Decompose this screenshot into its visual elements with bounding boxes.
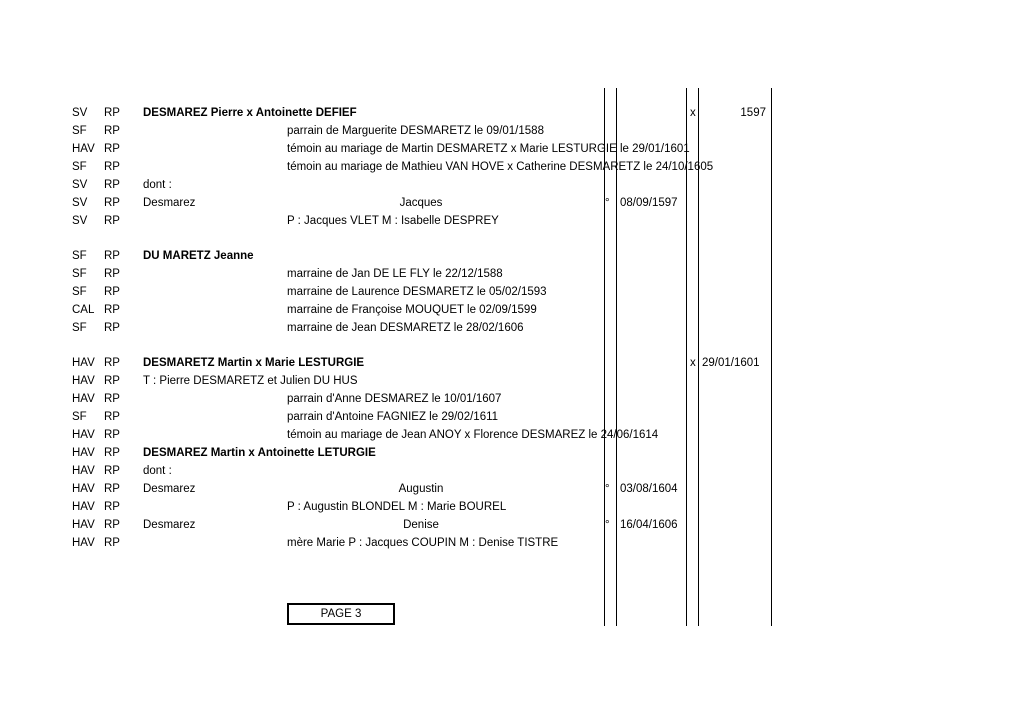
register-row <box>0 283 1024 301</box>
register-row <box>0 534 1024 552</box>
marriage-mark: x <box>690 357 696 369</box>
entry-code: HAV <box>72 143 95 155</box>
entry-detail: marraine de Françoise MOUQUET le 02/09/1599 <box>287 304 537 316</box>
entry-code: HAV <box>72 465 95 477</box>
register-row <box>0 104 1024 122</box>
entry-type: RP <box>104 393 120 405</box>
entry-detail: témoin au mariage de Mathieu VAN HOVE x Catherine DESMARETZ le 24/10/1605 <box>287 161 714 173</box>
entry-type: RP <box>104 519 120 531</box>
entry-code: HAV <box>72 483 95 495</box>
register-row <box>0 444 1024 462</box>
marriage-date: 29/01/1601 <box>702 357 760 369</box>
entry-type: RP <box>104 197 120 209</box>
marriage-year: 1597 <box>740 107 766 119</box>
register-row <box>0 301 1024 319</box>
child-name: Jacques <box>399 197 443 209</box>
entry-detail: marraine de Laurence DESMARETZ le 05/02/1593 <box>287 286 547 298</box>
entry-code: SV <box>72 197 88 209</box>
entry-code: SV <box>72 179 88 191</box>
entry-detail: témoin au mariage de Jean ANOY x Florence DESMAREZ le 24/06/1614 <box>287 429 659 441</box>
register-row <box>0 498 1024 516</box>
register-row <box>0 516 1024 534</box>
birth-mark: ° <box>605 519 610 531</box>
birth-date: 16/04/1606 <box>620 519 678 531</box>
entry-type: RP <box>104 429 120 441</box>
entry-type: RP <box>104 501 120 513</box>
birth-mark: ° <box>605 483 610 495</box>
entry-text: Desmarez <box>143 197 196 209</box>
entry-detail: mère Marie P : Jacques COUPIN M : Denise TISTRE <box>287 537 559 549</box>
register-row <box>0 122 1024 140</box>
register-row <box>0 408 1024 426</box>
register-row <box>0 140 1024 158</box>
entry-text: Desmarez <box>143 519 196 531</box>
entry-code: SF <box>72 286 87 298</box>
entry-type: RP <box>104 537 120 549</box>
entry-code: HAV <box>72 357 95 369</box>
entry-detail: parrain d'Anne DESMAREZ le 10/01/1607 <box>287 393 502 405</box>
entry-type: RP <box>104 304 120 316</box>
entry-type: RP <box>104 357 120 369</box>
register-row <box>0 212 1024 230</box>
entry-detail: marraine de Jan DE LE FLY le 22/12/1588 <box>287 268 503 280</box>
entry-code: SF <box>72 125 87 137</box>
birth-date: 08/09/1597 <box>620 197 678 209</box>
register-row <box>0 194 1024 212</box>
register-row <box>0 426 1024 444</box>
entry-text: T : Pierre DESMARETZ et Julien DU HUS <box>143 375 358 387</box>
entry-code: CAL <box>72 304 95 316</box>
entry-detail: P : Jacques VLET M : Isabelle DESPREY <box>287 215 499 227</box>
entry-type: RP <box>104 411 120 423</box>
entry-type: RP <box>104 447 120 459</box>
birth-mark: ° <box>605 197 610 209</box>
entry-code: SF <box>72 322 87 334</box>
entry-code: HAV <box>72 393 95 405</box>
register-row <box>0 372 1024 390</box>
entry-text: dont : <box>143 465 172 477</box>
register-row <box>0 247 1024 265</box>
register-row <box>0 462 1024 480</box>
entry-type: RP <box>104 375 120 387</box>
entry-code: HAV <box>72 537 95 549</box>
entry-text: Desmarez <box>143 483 196 495</box>
register-row <box>0 176 1024 194</box>
entry-type: RP <box>104 161 120 173</box>
entry-detail: témoin au mariage de Martin DESMARETZ x Marie LESTURGIE le 29/01/1601 <box>287 143 690 155</box>
entry-code: SV <box>72 215 88 227</box>
entry-detail: parrain de Marguerite DESMARETZ le 09/01/1588 <box>287 125 544 137</box>
entry-text: DESMAREZ Martin x Antoinette LETURGIE <box>143 447 376 459</box>
entry-code: SF <box>72 161 87 173</box>
entry-type: RP <box>104 179 120 191</box>
entry-type: RP <box>104 143 120 155</box>
entry-code: HAV <box>72 501 95 513</box>
entry-detail: parrain d'Antoine FAGNIEZ le 29/02/1611 <box>287 411 499 423</box>
entry-detail: marraine de Jean DESMARETZ le 28/02/1606 <box>287 322 524 334</box>
register-row <box>0 480 1024 498</box>
entry-detail: P : Augustin BLONDEL M : Marie BOUREL <box>287 501 507 513</box>
entry-code: SF <box>72 268 87 280</box>
entry-code: SF <box>72 250 87 262</box>
entry-type: RP <box>104 125 120 137</box>
birth-date: 03/08/1604 <box>620 483 678 495</box>
entry-text: DESMARETZ Martin x Marie LESTURGIE <box>143 357 365 369</box>
child-name: Denise <box>403 519 439 531</box>
entry-type: RP <box>104 107 120 119</box>
child-name: Augustin <box>398 483 444 495</box>
register-row <box>0 319 1024 337</box>
marriage-mark: x <box>690 107 696 119</box>
register-row <box>0 265 1024 283</box>
entry-type: RP <box>104 322 120 334</box>
entry-text: DU MARETZ Jeanne <box>143 250 254 262</box>
entry-type: RP <box>104 268 120 280</box>
entry-code: HAV <box>72 447 95 459</box>
register-row <box>0 390 1024 408</box>
register-row <box>0 354 1024 372</box>
page-label: PAGE 3 <box>287 603 395 625</box>
entry-text: DESMAREZ Pierre x Antoinette DEFIEF <box>143 107 357 119</box>
entry-code: HAV <box>72 429 95 441</box>
entry-type: RP <box>104 250 120 262</box>
entry-code: SF <box>72 411 87 423</box>
register-row <box>0 158 1024 176</box>
entry-code: HAV <box>72 375 95 387</box>
entry-type: RP <box>104 483 120 495</box>
entry-code: HAV <box>72 519 95 531</box>
entry-text: dont : <box>143 179 172 191</box>
entry-type: RP <box>104 286 120 298</box>
entry-type: RP <box>104 465 120 477</box>
entry-code: SV <box>72 107 88 119</box>
entry-type: RP <box>104 215 120 227</box>
